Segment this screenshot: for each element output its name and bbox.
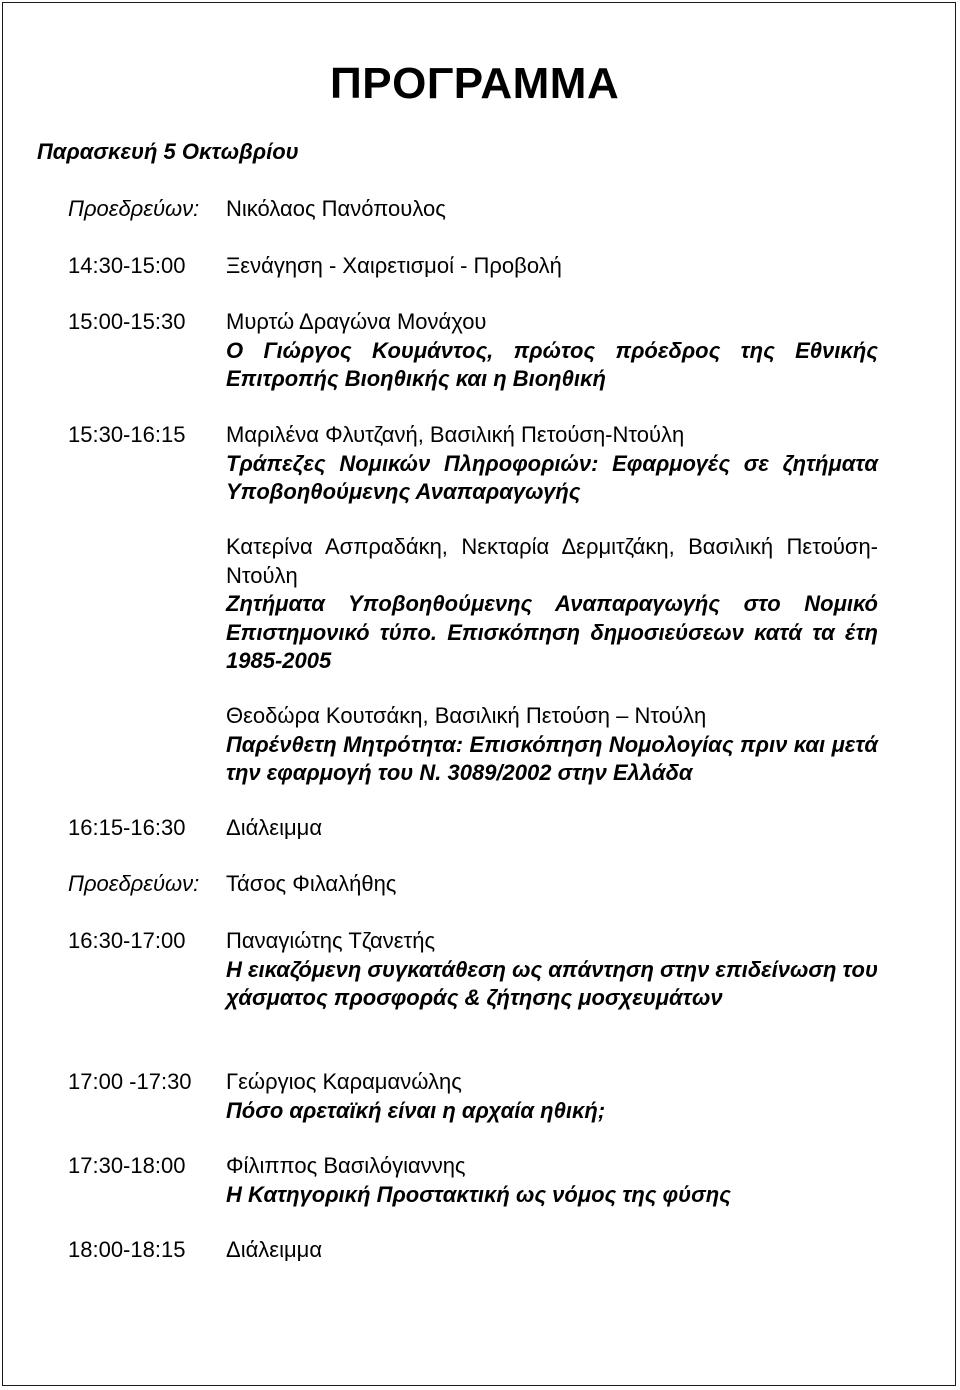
session-talk-title: Παρένθετη Μητρότητα: Επισκόπηση Νομολογίας πριν και μετά την εφαρμογή του Ν. 3089/2002 στην Ελλάδα <box>226 731 878 785</box>
session-time: 17:00 -17:30 <box>68 1069 192 1094</box>
session-time: 16:15-16:30 <box>68 815 186 840</box>
session-speaker: Φίλιππος Βασιλόγιαννης <box>226 1153 466 1178</box>
session-talk-title: Πόσο αρεταϊκή είναι η αρχαία ηθική; <box>226 1097 606 1123</box>
session-text: Διάλειμμα <box>226 815 323 840</box>
chair-name: Τάσος Φιλαλήθης <box>226 871 397 896</box>
session-time: 15:00-15:30 <box>68 309 186 334</box>
session-text: Ξενάγηση - Χαιρετισμοί - Προβολή <box>226 253 562 278</box>
session-speaker: Μαριλένα Φλυτζανή, Βασιλική Πετούση-Ντούλη <box>226 422 685 447</box>
session-talk-title: Τράπεζες Νομικών Πληροφοριών: Εφαρμογές σε ζητήματα Υποβοηθούμενης Αναπαραγωγής <box>226 450 878 504</box>
session-speaker: Μυρτώ Δραγώνα Μονάχου <box>226 309 487 334</box>
session-talk-title: Ζητήματα Υποβοηθούμενης Αναπαραγωγής στο Νομικό Επιστημονικό τύπο. Επισκόπηση δημοσιεύσεων κατά τα έτη 1985-2005 <box>226 591 878 673</box>
chair-label: Προεδρεύων: <box>68 871 200 896</box>
chair-name: Νικόλαος Πανόπουλος <box>226 196 446 221</box>
session-speaker: Γεώργιος Καραμανώλης <box>226 1069 462 1094</box>
session-time: 18:00-18:15 <box>68 1237 186 1262</box>
day-heading: Παρασκευή 5 Οκτωβρίου <box>37 139 299 164</box>
session-speaker: Κατερίνα Ασπραδάκη, Νεκταρία Δερμιτζάκη, Βασιλική Πετούση-Ντούλη <box>226 534 878 588</box>
session-text: Διάλειμμα <box>226 1237 323 1262</box>
session-talk-title: Η Κατηγορική Προστακτική ως νόμος της φύσης <box>226 1181 731 1207</box>
session-time: 15:30-16:15 <box>68 422 186 447</box>
session-speaker: Παναγιώτης Τζανετής <box>226 928 436 953</box>
session-speaker: Θεοδώρα Κουτσάκη, Βασιλική Πετούση – Ντούλη <box>226 703 707 728</box>
page-title: ΠΡΟΓΡΑΜΜΑ <box>330 59 620 108</box>
session-time: 14:30-15:00 <box>68 253 186 278</box>
session-time: 17:30-18:00 <box>68 1153 186 1178</box>
session-talk-title: Η εικαζόμενη συγκατάθεση ως απάντηση στην επιδείνωση του χάσματος προσφοράς & ζήτησης μοσχευμάτων <box>226 956 878 1010</box>
session-talk-title: Ο Γιώργος Κουμάντος, πρώτος πρόεδρος της Εθνικής Επιτροπής Βιοηθικής και η Βιοηθική <box>226 337 878 391</box>
session-time: 16:30-17:00 <box>68 928 186 953</box>
chair-label: Προεδρεύων: <box>68 196 200 221</box>
